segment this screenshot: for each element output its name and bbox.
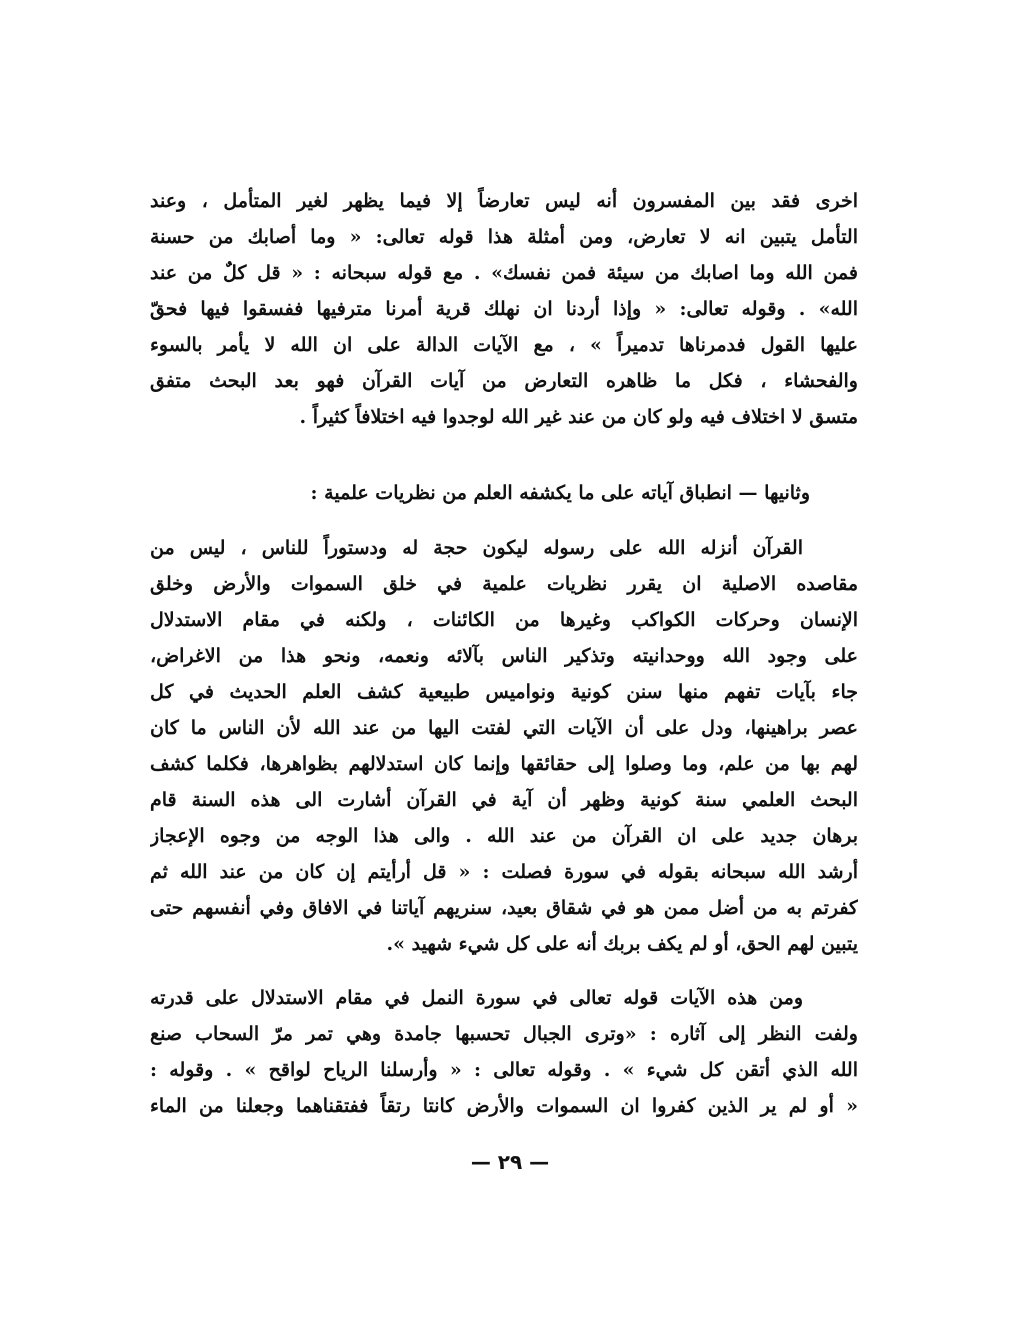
paragraph-examples [150, 980, 858, 1124]
text-line: عليها القول فدمرناها تدميراً » ، مع الآيات الدالة على ان الله لا يأمر بالسوء [150, 334, 858, 356]
text-line: لهم بها من علم، وما وصلوا إلى حقائقها وإنما كان استدلالهم بظواهرها، فكلما كشف [150, 753, 858, 775]
text-line: جاء بآيات تفهم منها سنن كونية ونواميس طبيعية كشف العلم الحديث في كل [150, 681, 858, 703]
text-line: يتبين لهم الحق، أو لم يكف بربك أنه على كل شيء شهيد ». [386, 933, 858, 955]
text-line: الإنسان وحركات الكواكب وغيرها من الكائنات ، ولكنه في مقام الاستدلال [150, 609, 858, 631]
text-line: برهان جديد على ان القرآن من عند الله . والى هذا الوجه من وجوه الإعجاز [150, 825, 858, 847]
text-line: اخرى فقد بين المفسرون أنه ليس تعارضاً إلا فيما يظهر لغير المتأمل ، وعند [150, 190, 858, 212]
text-line: الله» . وقوله تعالى: « وإذا أردنا ان نهلك قرية أمرنا مترفيها ففسقوا فيها فحقّ [150, 298, 858, 320]
text-line: الله الذي أتقن كل شيء » . وقوله تعالى : « وأرسلنا الرياح لواقح » . وقوله : [150, 1059, 858, 1081]
text-line: أرشد الله سبحانه بقوله في سورة فصلت : « قل أرأيتم إن كان من عند الله ثم [150, 861, 858, 883]
text-line: البحث العلمي سنة كونية وظهر أن آية في القرآن أشارت الى هذه السنة قام [150, 789, 858, 811]
text-line: والفحشاء ، فكل ما ظاهره التعارض من آيات القرآن فهو بعد البحث متفق [150, 370, 858, 392]
text-line: على وجود الله ووحدانيته وتذكير الناس بآلائه ونعمه، ونحو هذا من الاغراض، [150, 645, 858, 667]
text-line: عصر براهينها، ودل على أن الآيات التي لفتت اليها من عند الله لأن الناس ما كان [150, 717, 858, 739]
text-line: فمن الله وما اصابك من سيئة فمن نفسك» . مع قوله سبحانه : « قل كلٌ من عند [150, 262, 858, 284]
text-line: القرآن أنزله الله على رسوله ليكون حجة له ودستوراً للناس ، ليس من [150, 537, 803, 559]
text-line: التأمل يتبين انه لا تعارض، ومن أمثلة هذا قوله تعالى: « وما أصابك من حسنة [150, 226, 858, 248]
text-line: كفرتم به من أضل ممن هو في شقاق بعيد، سنريهم آياتنا في الافاق وفي أنفسهم حتى [150, 897, 858, 919]
text-line: متسق لا اختلاف فيه ولو كان من عند غير الله لوجدوا فيه اختلافاً كثيراً . [299, 406, 858, 428]
text-line: « أو لم ير الذين كفروا ان السموات والأرض كانتا رتقاً ففتقناهما وجعلنا من الماء [150, 1095, 858, 1117]
paragraph-scientific-theories [150, 530, 858, 962]
section-heading: وثانيها — انطباق آياته على ما يكشفه العلم من نظريات علمية : [310, 482, 810, 504]
text-line: ولفت النظر إلى آثاره : «وترى الجبال تحسبها جامدة وهي تمر مرّ السحاب صنع [150, 1023, 858, 1045]
page-number: — ٢٩ — [470, 1150, 550, 1174]
text-line: ومن هذه الآيات قوله تعالى في سورة النمل في مقام الاستدلال على قدرته [150, 987, 803, 1009]
paragraph-contradiction [150, 183, 858, 435]
text-line: مقاصده الاصلية ان يقرر نظريات علمية في خلق السموات والأرض وخلق [150, 573, 858, 595]
